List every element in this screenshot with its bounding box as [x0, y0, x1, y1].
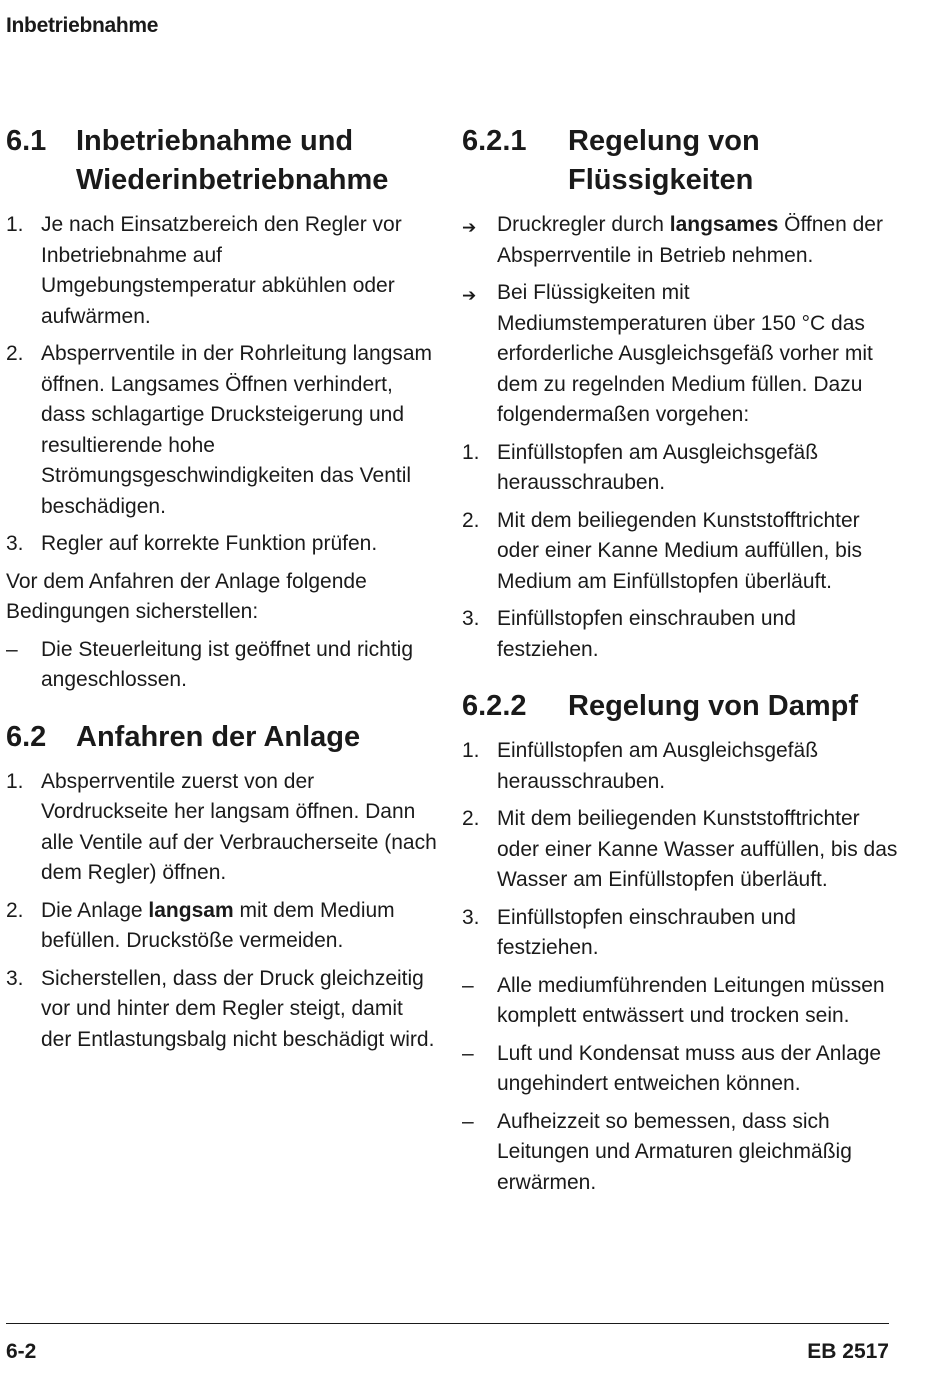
list-item [6, 964, 438, 1056]
list-item [6, 210, 438, 332]
list-marker: 1. [462, 739, 480, 762]
left-column [6, 122, 438, 1062]
footer-divider [6, 1323, 889, 1324]
list-marker: 1. [6, 769, 24, 793]
list-item [462, 736, 902, 797]
list-text: Absperrventile in der Rohrleitung langsam öffnen. Langsames Öffnen verhindert, dass schlagartige Drucksteigerung und resultierende hohe Strömungsgeschwindigkeiten das Ventil beschädigen. [41, 342, 433, 518]
text-run: Die Anlage [41, 898, 149, 922]
bold-term: langsames [669, 213, 779, 236]
dash-marker: – [462, 1041, 474, 1065]
list-marker: 3. [6, 966, 24, 990]
action-item [462, 210, 902, 271]
section-title: Regelung von Dampf [568, 690, 859, 722]
section-heading-6-1 [6, 122, 438, 200]
list-item [462, 506, 902, 598]
section-number: 6.2 [6, 720, 47, 753]
text-run: Öffnen der Absperrventile in Betrieb nehmen. [497, 213, 883, 267]
list-item [462, 604, 902, 665]
list-text: Sicherstellen, dass der Druck gleichzeitig vor und hinter dem Regler steigt, damit der Entlastungsbalg nicht beschädigt wird. [41, 966, 435, 1051]
list-text [497, 210, 902, 271]
list-item [6, 529, 438, 560]
page-number: 6-2 [6, 1340, 37, 1363]
section-number: 6.2.2 [462, 690, 527, 722]
list-text: Bei Flüssigkeiten mit Mediumstemperaturen über 150 °C das erforderliche Ausgleichsgefäß vorher mit dem zu regelnden Medium füllen. Dazu folgendermaßen vorgehen: [497, 281, 873, 426]
dash-marker: – [462, 973, 474, 997]
arrow-right-icon: ➔ [462, 286, 477, 305]
list-item [6, 896, 438, 957]
list-text: Einfüllstopfen am Ausgleichsgefäß herausschrauben. [497, 440, 819, 494]
list-item [6, 339, 438, 522]
list-marker: 2. [462, 508, 480, 532]
list-text: Einfüllstopfen einschrauben und festziehen. [497, 905, 796, 959]
list-marker: 1. [6, 213, 24, 236]
list-text: Die Steuerleitung ist geöffnet und richtig angeschlossen. [41, 637, 414, 691]
section-number: 6.1 [6, 125, 47, 157]
list-item [462, 438, 902, 499]
list-text: Aufheizzeit so bemessen, dass sich Leitungen und Armaturen gleichmäßig erwärmen. [497, 1109, 852, 1194]
conditions-intro: Vor dem Anfahren der Anlage folgende Bedingungen sicherstellen: [6, 569, 367, 623]
list-text: Einfüllstopfen einschrauben und festziehen. [497, 607, 796, 661]
text-run: Druckregler durch [497, 213, 670, 236]
list-text: Einfüllstopfen am Ausgleichsgefäß herausschrauben. [497, 739, 819, 793]
list-text [41, 896, 438, 957]
list-item [462, 1039, 902, 1100]
right-column [462, 122, 902, 1205]
dash-marker: – [462, 1109, 474, 1133]
list-item [462, 1107, 902, 1199]
document-id: EB 2517 [807, 1340, 889, 1363]
section-title: Inbetriebnahme und Wiederinbetriebnahme [76, 125, 389, 196]
bold-term: langsam [148, 898, 234, 922]
list-marker: 3. [462, 607, 480, 630]
action-item [462, 278, 902, 431]
arrow-right-icon: ➔ [462, 218, 477, 237]
list-item [6, 635, 438, 696]
list-marker: 3. [6, 532, 24, 555]
section-number: 6.2.1 [462, 125, 527, 157]
list-marker: 2. [462, 807, 480, 830]
list-item [462, 804, 902, 896]
list-item [462, 971, 902, 1032]
list-text: Regler auf korrekte Funktion prüfen. [41, 532, 378, 555]
list-text: Luft und Kondensat muss aus der Anlage ungehindert entweichen können. [497, 1041, 882, 1095]
list-marker: 3. [462, 905, 480, 929]
list-marker: 2. [6, 342, 24, 365]
section-title: Anfahren der Anlage [76, 720, 361, 753]
section-heading-6-2-1 [462, 122, 902, 200]
list-text: Mit dem beiliegenden Kunststofftrichter oder einer Kanne Wasser auffüllen, bis das Wasser am Einfüllstopfen überläuft. [497, 807, 898, 891]
list-item [462, 903, 902, 964]
section-title: Regelung von Flüssigkeiten [568, 125, 760, 196]
section-heading-6-2 [6, 718, 438, 757]
list-text: Je nach Einsatzbereich den Regler vor Inbetriebnahme auf Umgebungstemperatur abkühlen oder aufwärmen. [41, 213, 402, 328]
running-header: Inbetriebnahme [6, 14, 159, 37]
list-marker: 1. [462, 440, 480, 464]
dash-marker: – [6, 637, 18, 661]
text-run: mit dem Medium befüllen. Druckstöße vermeiden. [41, 898, 395, 952]
list-item [6, 767, 438, 889]
list-text: Mit dem beiliegenden Kunststofftrichter oder einer Kanne Medium auffüllen, bis Medium am Einfüllstopfen überläuft. [497, 508, 863, 593]
section-heading-6-2-2 [462, 687, 902, 726]
list-marker: 2. [6, 898, 24, 922]
list-text: Absperrventile zuerst von der Vordruckseite her langsam öffnen. Dann alle Ventile auf der Verbraucherseite (nach dem Regler) öffnen. [41, 769, 437, 884]
list-text: Alle mediumführenden Leitungen müssen komplett entwässert und trocken sein. [497, 973, 885, 1027]
